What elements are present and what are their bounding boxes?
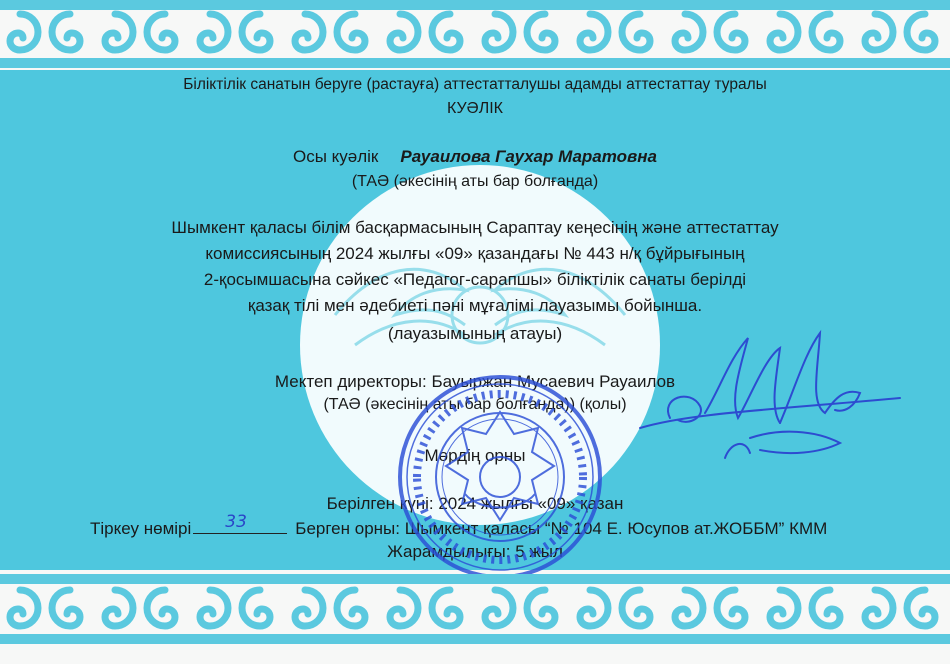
stamp-place-label: Мөрдің орны — [424, 446, 526, 465]
director-signature-icon — [630, 318, 910, 478]
position-hint: (лауазымының атауы) — [387, 324, 563, 343]
holder-label: Осы куәлік — [292, 147, 379, 166]
director-line: Мектеп директоры: Бауыржан Мусаевич Рауаилов — [274, 372, 676, 391]
certificate-heading: Біліктілік санатын беруге (растауға) аттестатталушы адамды аттестаттау туралы — [183, 76, 767, 93]
top-ornament-band — [0, 0, 950, 68]
registration-field — [193, 512, 287, 534]
body-line: қазақ тілі мен әдебиеті пәні мұғалімі лауазымы бойынша. — [247, 296, 703, 315]
issuer-line: Берген орны: Шымкент қаласы “№ 104 Е. Юсупов ат.ЖОББМ” КММ — [295, 519, 828, 538]
issued-date-line: Берілген күні: 2024 жылғы «09» қазан — [326, 494, 624, 513]
holder-row — [0, 147, 950, 167]
certificate-title: КУӘЛІК — [447, 100, 503, 117]
registration-label: Тіркеу нөмірі — [90, 519, 192, 538]
body-line: Шымкент қаласы білім басқармасының Сараптау кеңесінің және аттестаттау — [171, 218, 779, 237]
registration-number: 33 — [225, 512, 247, 532]
bottom-ornament-band — [0, 574, 950, 644]
director-hint: (ТАӘ (әкесінің аты бар болғанда)) (қолы) — [323, 396, 627, 413]
validity-line: Жарамдылығы: 5 жыл — [387, 542, 563, 561]
holder-name: Рауаилова Гаухар Маратовна — [400, 147, 658, 166]
holder-hint: (ТАӘ (әкесінің аты бар болғанда) — [351, 173, 599, 190]
body-line: 2-қосымшасына сәйкес «Педагог-сарапшы» біліктілік санаты берілді — [203, 270, 747, 289]
official-stamp-icon — [395, 372, 605, 582]
body-line: комиссиясының 2024 жылғы «09» қазандағы № 443 н/қ бұйрығының — [205, 244, 745, 263]
